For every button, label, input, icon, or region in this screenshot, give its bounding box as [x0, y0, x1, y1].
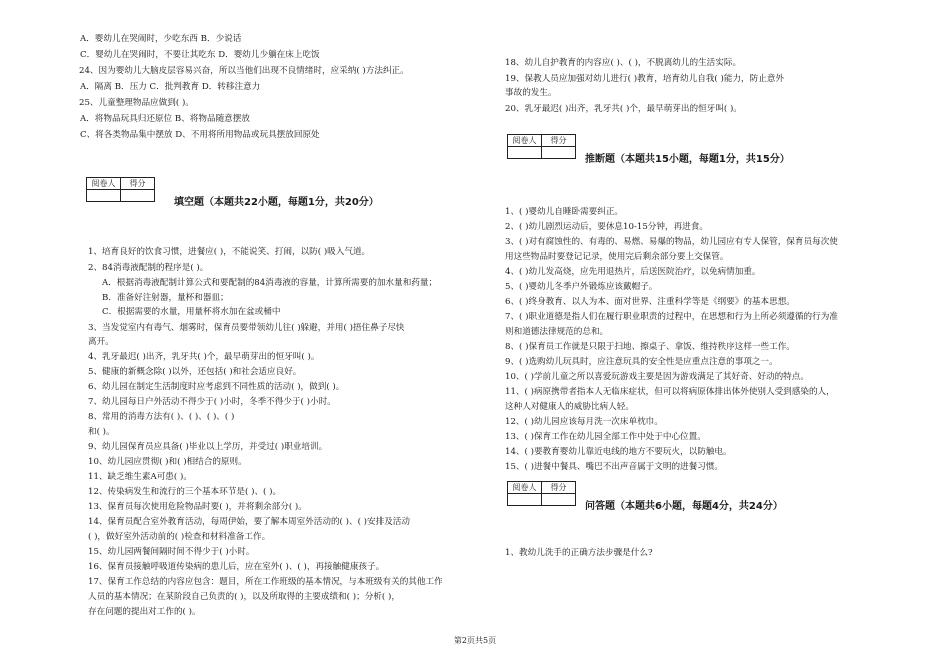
- fill-line: 4、乳牙最迟( )出齐，乳牙共( )个，最早萌芽出的恒牙叫( )。: [88, 352, 320, 362]
- fill-line: 存在问题的提出对工作的( )。: [88, 607, 201, 617]
- fill-line: 3、当发觉室内有毒气、烟雾时，保育员要带领幼儿往( )躲避，并用( )捂住鼻子尽快: [88, 323, 405, 333]
- score-header-grader: 阅卷人: [508, 482, 542, 494]
- qa-line: 1、教幼儿洗手的正确方法步骤是什么?: [505, 548, 653, 558]
- score-header-grader: 阅卷人: [87, 178, 121, 190]
- score-header-score: 得分: [542, 482, 576, 494]
- section-title-qa: 问答题（本题共6小题，每题4分，共24分）: [585, 501, 783, 512]
- fill-line: 14、保育员配合室外教育活动，每周伊始，要了解本周室外活动的( )、( )安排及活动: [88, 517, 410, 527]
- question-line: C．婴幼儿在哭闹时，不要让其吃东 D．婴幼儿少躺在床上吃饭: [80, 50, 320, 60]
- fill-line: ( )，做好室外活动前的( )检查和材料准备工作。: [88, 532, 271, 542]
- question-line: A．婴幼儿在哭闹时，少吃东西 B．少说话: [80, 34, 242, 44]
- fill-line: 9、幼儿园保育员应具备( )毕业以上学历，并受过( )职业培训。: [88, 442, 328, 452]
- fill-line: 离开。: [88, 337, 114, 347]
- question-line: 24、因为婴幼儿大脑皮层容易兴奋，所以当他们出现不良情绪时，应采纳( )方法纠正。: [79, 66, 409, 76]
- fill-line: B．准备好注射器，量杯和器皿；: [102, 293, 229, 303]
- score-header-grader: 阅卷人: [508, 135, 542, 147]
- score-cell: [508, 494, 542, 506]
- fill-line: 1、培育良好的饮食习惯，进餐应( )，不能说笑、打闹，以防( )吸入气道。: [88, 247, 371, 257]
- judge-line: 4、( )幼儿发高烧，应先用退热片，后送医院治疗，以免病情加重。: [505, 267, 761, 277]
- judge-line: 9、( )选购幼儿玩具时，应注意玩具的安全性是应重点注意的事项之一。: [505, 357, 778, 367]
- score-cell: [87, 190, 121, 202]
- judge-line: 这种人对健康人的威胁比病人轻。: [505, 402, 634, 412]
- judge-line: 14、( )要教育婴幼儿靠近电线的地方不要玩火，以防触电。: [505, 447, 732, 457]
- fill-line: 7、幼儿园每日户外活动不得少于( )小时，冬季不得少于( )小时。: [88, 397, 336, 407]
- fill-line: 17、保育工作总结的内容应包含：题目，所在工作班级的基本情况，与本班级有关的其他工作: [88, 577, 443, 587]
- judge-line: 10、( )学前儿童之所以喜爱玩游戏主要是因为游戏满足了其好奇、好动的特点。: [505, 372, 809, 382]
- fill-line: C．根据需要的水量，用量杯将水加在盆或桶中: [102, 307, 281, 317]
- judge-line: 3、( )对有腐蚀性的、有毒的、易燃、易爆的物品，幼儿园应有专人保管，保育员每次使: [505, 237, 838, 247]
- score-box-fill: [86, 177, 155, 202]
- judge-line: 2、( )幼儿剧烈运动后，要休息10-15分钟，再进食。: [505, 222, 708, 232]
- fill-line: 11、缺乏维生素A可患( )。: [88, 472, 192, 482]
- question-line: 18、幼儿自护教育的内容应( )、( )，不脱离幼儿的生活实际。: [505, 58, 742, 68]
- judge-line: 11、( )病原携带者指本人无临床症状，但可以将病原体排出体外使别人受到感染的人，: [505, 387, 835, 397]
- judge-line: 13、( )保育工作在幼儿园全部工作中处于中心位置。: [505, 432, 706, 442]
- fill-line: 15、幼儿园两餐间隔时间不得少于( )小时。: [88, 547, 255, 557]
- fill-line: 人员的基本情况；在某阶段自己负责的( )，以及所取得的主要成绩和( )；分析( )，: [88, 592, 400, 602]
- score-cell: [508, 147, 542, 159]
- fill-line: 2、84消毒液配制的程序是( )。: [88, 263, 209, 273]
- judge-line: 则和道德法律规范的总和。: [505, 327, 609, 337]
- score-cell: [542, 494, 576, 506]
- question-line: C、将各类物品集中摆放 D、不用将所用物品或玩具摆放回原处: [80, 130, 320, 140]
- question-line: 事故的发生。: [505, 88, 557, 98]
- judge-line: 8、( )保育员工作就是只限于扫地、擦桌子、拿饭、维持秩序这样一些工作。: [505, 342, 795, 352]
- question-line: 25、儿童整理物品应做到( )。: [79, 98, 194, 108]
- score-cell: [121, 190, 155, 202]
- page-number: 第2页共5页: [453, 636, 497, 645]
- fill-line: 6、幼儿园在制定生活制度时应考虑到不同性质的活动( )，做到( )。: [88, 382, 345, 392]
- judge-line: 12、( )幼儿园应该每月洗一次床单枕巾。: [505, 417, 663, 427]
- score-cell: [542, 147, 576, 159]
- score-box-judge: [507, 134, 576, 159]
- judge-line: 用这些物品时要登记记录，使用完后剩余部分要上交保管。: [505, 252, 729, 262]
- question-line: A．将物品玩具归还原位 B、将物品随意摆放: [80, 114, 250, 124]
- score-header-score: 得分: [542, 135, 576, 147]
- score-header-score: 得分: [121, 178, 155, 190]
- fill-line: 10、幼儿园应贯彻( )和( )相结合的原则。: [88, 457, 247, 467]
- judge-line: 7、( )职业道德是指人们在履行职业职责的过程中，在思想和行为上所必须遵循的行为准: [505, 312, 838, 322]
- fill-line: 8、常用的消毒方法有( )、( )、( )、( ): [88, 412, 235, 422]
- question-line: 20、乳牙最迟( )出齐，乳牙共( )个，最早萌芽出的恒牙叫( )。: [505, 104, 742, 114]
- judge-line: 1、( )婴幼儿自睡卧需要纠正。: [505, 207, 624, 217]
- question-line: 19、保教人员应加强对幼儿进行( )教育，培育幼儿自我( )能力，防止意外: [505, 74, 785, 84]
- judge-line: 15、( )进餐中餐具、嘴巴不出声音属于文明的进餐习惯。: [505, 462, 724, 472]
- fill-line: 5、健康的新概念除( )以外，还包括( )和社会适应良好。: [88, 367, 302, 377]
- question-line: A．隔离 B．压力 C．批判教育 D．转移注意力: [80, 82, 261, 92]
- fill-line: 和( )。: [88, 427, 115, 437]
- fill-line: A．根据消毒液配制计算公式和要配制的84消毒液的容量，计算所需要的加水量和药量；: [102, 278, 438, 288]
- fill-line: 16、保育员接触呼吸道传染病的患儿后，应在室外( )、( )，再接触健康孩子。: [88, 562, 385, 572]
- judge-line: 6、( )终身教育、以人为本、面对世界、注重科学等是《纲要》的基本思想。: [505, 297, 795, 307]
- fill-line: 12、传染病发生和流行的三个基本环节是( )、( )。: [88, 487, 282, 497]
- fill-line: 13、保育员每次使用危险物品时要( )，并将剩余部分( )。: [88, 502, 307, 512]
- section-title-fill: 填空题（本题共22小题，每题1分，共20分）: [174, 197, 379, 208]
- score-box-qa: [507, 481, 576, 506]
- judge-line: 5、( )婴幼儿冬季户外锻炼应该戴帽子。: [505, 282, 658, 292]
- section-title-judge: 推断题（本题共15小题，每题1分，共15分）: [585, 154, 790, 165]
